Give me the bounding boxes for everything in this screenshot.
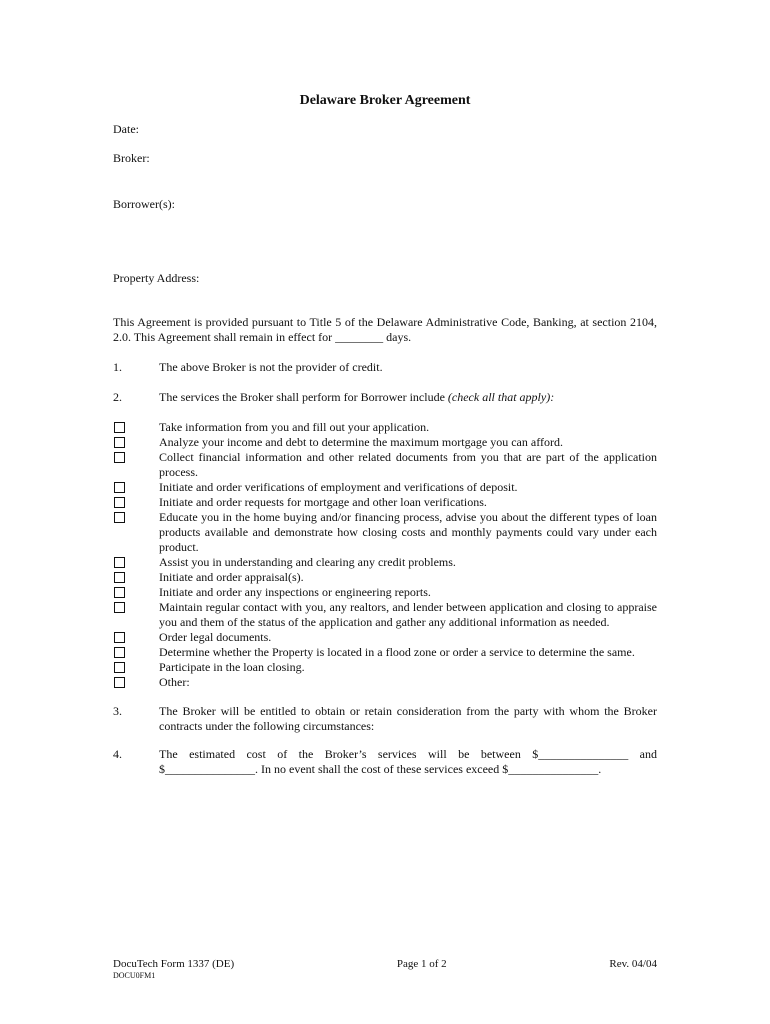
service-item[interactable] [113,675,657,690]
services-checklist [113,420,657,690]
item-number: 3. [113,704,122,718]
checkbox[interactable] [114,587,125,598]
service-label: Analyze your income and debt to determine the maximum mortgage you can afford. [159,435,563,449]
service-label: Other: [159,675,190,689]
service-item[interactable] [113,645,657,660]
item-text: The estimated cost of the Broker’s services will be between $_______________ and $_______________. In no event shall the cost of these services exceed $_______________. [159,747,657,776]
item-number: 4. [113,747,122,761]
checkbox[interactable] [114,662,125,673]
service-item[interactable] [113,510,657,555]
service-label: Initiate and order appraisal(s). [159,570,304,584]
service-label: Take information from you and fill out your application. [159,420,430,434]
service-label: Assist you in understanding and clearing any credit problems. [159,555,456,569]
service-item[interactable] [113,660,657,675]
item-2 [113,390,657,405]
item-text-emphasis: (check all that apply): [447,390,555,404]
property-address-field: Property Address: [113,271,200,285]
service-label: Order legal documents. [159,630,272,644]
service-item[interactable] [113,495,657,510]
checkbox[interactable] [114,452,125,463]
checkbox[interactable] [114,497,125,508]
checkbox[interactable] [114,632,125,643]
intro-paragraph: This Agreement is provided pursuant to Title 5 of the Delaware Administrative Code, Banking, at section 2104, 2.0. This Agreement shall remain in effect for ________ days. [113,315,657,344]
service-label: Collect financial information and other related documents from you that are part of the application process. [159,450,657,479]
item-number: 1. [113,360,122,374]
checkbox[interactable] [114,677,125,688]
broker-field: Broker: [113,151,150,165]
checkbox[interactable] [114,512,125,523]
checkbox[interactable] [114,482,125,493]
page-number: Page 1 of 2 [396,958,447,970]
checkbox[interactable] [114,647,125,658]
item-text-main: The services the Broker shall perform for Borrower include [159,390,448,404]
service-label: Initiate and order any inspections or engineering reports. [159,585,431,599]
service-item[interactable] [113,630,657,645]
service-item[interactable] [113,570,657,585]
service-label: Initiate and order requests for mortgage and other loan verifications. [159,495,487,509]
service-label: Initiate and order verifications of employment and verifications of deposit. [159,480,518,494]
item-4 [113,747,657,777]
service-label: Participate in the loan closing. [159,660,305,674]
borrowers-field: Borrower(s): [113,197,175,211]
service-item[interactable] [113,420,657,435]
form-number: DocuTech Form 1337 (DE) [113,958,235,970]
document-title: Delaware Broker Agreement [299,93,471,108]
service-item[interactable] [113,450,657,480]
checkbox[interactable] [114,572,125,583]
service-label: Maintain regular contact with you, any realtors, and lender between application and closing to appraise you and them of the status of the application and gather any additional information as needed. [159,600,657,629]
service-item[interactable] [113,585,657,600]
service-label: Educate you in the home buying and/or financing process, advise you about the different types of loan products available and demonstrate how closing costs and monthly payments could vary under each product. [159,510,657,554]
form-code: DOCU0FM1 [113,971,156,980]
checkbox[interactable] [114,437,125,448]
service-item[interactable] [113,435,657,450]
checkbox[interactable] [114,557,125,568]
service-item[interactable] [113,480,657,495]
checkbox[interactable] [114,602,125,613]
checkbox[interactable] [114,422,125,433]
service-item[interactable] [113,600,657,630]
service-item[interactable] [113,555,657,570]
item-number: 2. [113,390,122,404]
service-label: Determine whether the Property is located in a flood zone or order a service to determine the same. [159,645,635,659]
page-footer [113,958,657,971]
item-1 [113,360,657,375]
item-text: The above Broker is not the provider of credit. [159,360,383,374]
date-field: Date: [113,122,139,136]
revision-date: Rev. 04/04 [609,958,657,970]
item-text [159,390,657,405]
item-3 [113,704,657,734]
item-text: The Broker will be entitled to obtain or retain consideration from the party with whom the Broker contracts under the following circumstances: [159,704,657,733]
